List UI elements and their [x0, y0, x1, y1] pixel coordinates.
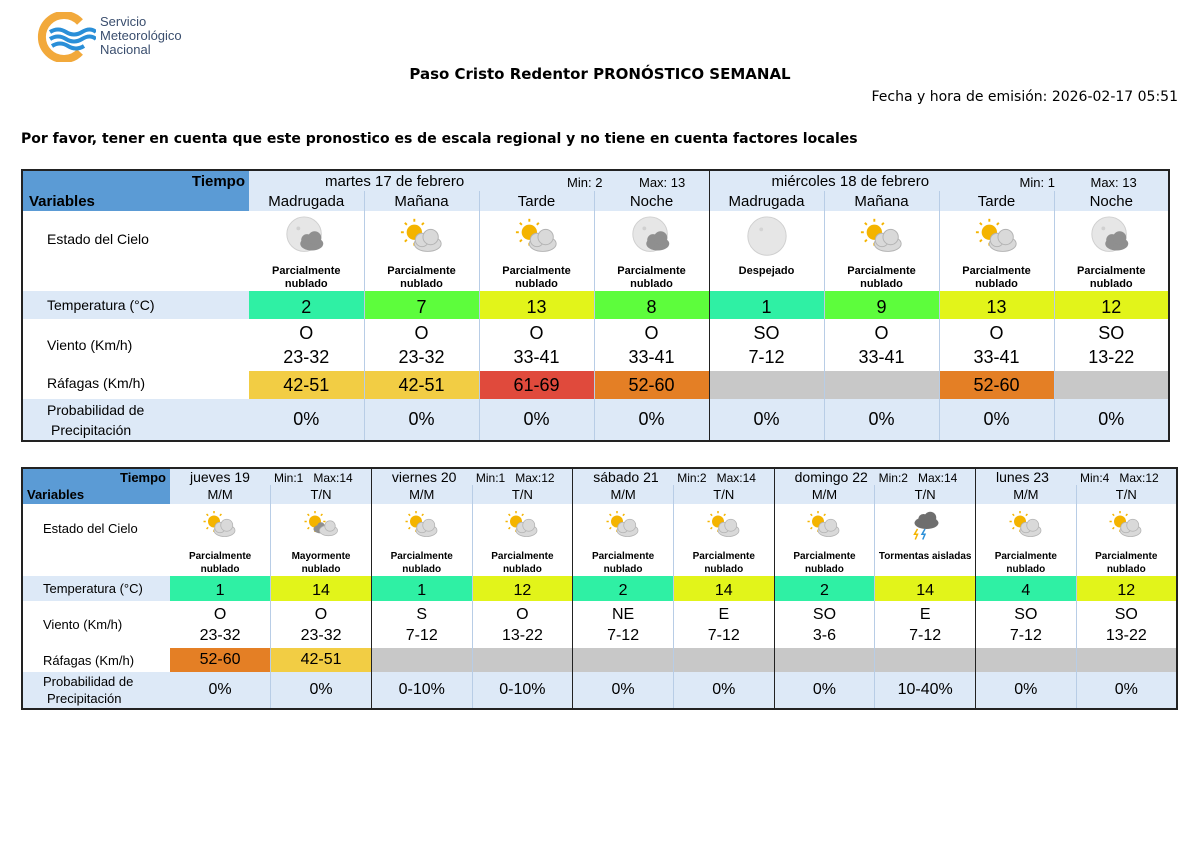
sky-cell	[594, 211, 709, 291]
gust-value	[824, 371, 939, 399]
precip-value: 0%	[573, 672, 674, 709]
temp-value: 13	[939, 291, 1054, 319]
gust-value	[1054, 371, 1169, 399]
wind-direction: O	[314, 605, 328, 623]
wind-direction: SO	[1098, 323, 1125, 343]
gust-value	[875, 648, 976, 672]
wind-cell	[472, 601, 573, 648]
sky-text	[249, 261, 364, 291]
sky-label: Estado del Cielo	[47, 231, 149, 247]
sun-cloud-icon	[473, 508, 573, 544]
wind-direction: S	[416, 605, 428, 623]
temp-value: 2	[774, 576, 875, 601]
day-name: lunes 23	[996, 469, 1049, 485]
gust-value: 42-51	[249, 371, 364, 399]
sky-text-line1: Parcialmente	[793, 551, 856, 562]
moon-icon	[710, 215, 824, 261]
sky-text	[775, 544, 875, 576]
wind-direction: O	[874, 323, 889, 343]
sun-cloud-icon	[480, 215, 594, 261]
temp-value: 13	[479, 291, 594, 319]
sky-cell	[472, 504, 573, 576]
wind-speed: 13-22	[1088, 347, 1135, 367]
gust-value: 61-69	[479, 371, 594, 399]
wind-direction: O	[299, 323, 314, 343]
sky-text-line2: nublado	[400, 278, 443, 290]
period-label: Mañana	[824, 191, 939, 211]
smn-logo	[36, 12, 216, 62]
sun-cloud-icon	[940, 215, 1054, 261]
sky-text-line2: nublado	[975, 278, 1018, 290]
temp-value: 7	[364, 291, 479, 319]
precip-value: 0%	[709, 399, 824, 441]
temp-value: 8	[594, 291, 709, 319]
sky-text-line1: Parcialmente	[591, 551, 655, 562]
precip-value: 0%	[673, 672, 774, 709]
period-label: Noche	[594, 191, 709, 211]
wind-speed: 7-12	[909, 626, 942, 644]
precip-value: 0%	[594, 399, 709, 441]
wind-speed: 7-12	[1009, 626, 1042, 644]
day-header	[774, 468, 975, 485]
precip-value: 0-10%	[472, 672, 573, 709]
day-minmax: Min:1 Max:12	[475, 471, 555, 485]
sky-text	[480, 261, 594, 291]
sun-cloud-icon	[775, 508, 875, 544]
mostly-cloudy-icon	[271, 508, 371, 544]
sky-cell	[371, 504, 472, 576]
wind-direction: SO	[1014, 605, 1038, 623]
period-label: T/N	[673, 485, 774, 504]
wind-speed: 23-32	[398, 347, 445, 367]
gust-value	[573, 648, 674, 672]
wind-direction: O	[213, 605, 227, 623]
precip-label	[22, 399, 249, 441]
sky-text-line2: nublado	[402, 564, 442, 575]
sky-text-line1: Parcialmente	[188, 551, 252, 562]
gust-value: 42-51	[364, 371, 479, 399]
precip-label-line1: Probabilidad de	[47, 401, 145, 418]
wind-direction: O	[644, 323, 659, 343]
wind-cell	[1054, 319, 1169, 371]
sky-text	[976, 544, 1076, 576]
precip-label-line2: Precipitación	[51, 421, 132, 438]
sky-cell	[170, 504, 271, 576]
day-min: Min: 1	[1019, 175, 1055, 190]
sky-text	[473, 544, 573, 576]
sky-text	[1055, 261, 1169, 291]
sky-text-line1: Parcialmente	[847, 265, 916, 277]
day-header-inner	[170, 469, 371, 485]
sky-text	[573, 544, 673, 576]
period-label: T/N	[271, 485, 372, 504]
wind-speed: 7-12	[607, 626, 640, 644]
temp-value: 12	[1076, 576, 1177, 601]
period-label: Mañana	[364, 191, 479, 211]
sky-text-line1: Parcialmente	[1077, 265, 1146, 277]
wind-direction: NE	[611, 605, 635, 623]
gust-label: Ráfagas (Km/h)	[43, 652, 135, 668]
sky-text-line1: Parcialmente	[491, 551, 554, 562]
sky-text	[825, 261, 939, 291]
temp-value: 2	[573, 576, 674, 601]
forecast-table-days-1-2	[21, 169, 1170, 442]
sky-text	[875, 544, 975, 563]
temp-value: 12	[472, 576, 573, 601]
wind-cell	[249, 319, 364, 371]
period-label: T/N	[472, 485, 573, 504]
wind-speed: 23-32	[300, 626, 342, 644]
temp-value: 14	[673, 576, 774, 601]
sky-cell	[875, 504, 976, 576]
sky-cell	[1054, 211, 1169, 291]
sky-text-line2: nublado	[301, 564, 341, 575]
period-label: M/M	[170, 485, 271, 504]
wind-cell	[774, 601, 875, 648]
day-header-inner	[775, 469, 975, 485]
wind-cell	[824, 319, 939, 371]
wind-cell	[364, 319, 479, 371]
sky-text-line1: Parcialmente	[272, 265, 341, 277]
emission-date: Fecha y hora de emisión: 2026-02-17 05:51	[871, 89, 1178, 105]
wind-direction: SO	[753, 323, 780, 343]
wind-direction: E	[718, 605, 730, 623]
day-header	[573, 468, 774, 485]
sky-text-line2: nublado	[805, 564, 844, 575]
forecast-table-days-3-7	[21, 467, 1178, 710]
moon-cloud-icon	[1055, 215, 1169, 261]
temp-value: 4	[976, 576, 1077, 601]
sky-text-line1: Parcialmente	[390, 551, 453, 562]
wind-speed: 7-12	[405, 626, 438, 644]
period-label: M/M	[976, 485, 1077, 504]
variables-label: Variables	[22, 191, 249, 211]
sky-text	[940, 261, 1054, 291]
sky-text-line1: Parcialmente	[502, 265, 571, 277]
day-name: viernes 20	[391, 469, 457, 485]
day-header	[976, 468, 1177, 485]
logo-line1: Servicio	[100, 14, 147, 29]
precip-value: 0%	[170, 672, 271, 709]
period-label: M/M	[573, 485, 674, 504]
gust-value: 52-60	[170, 648, 271, 672]
sky-text	[271, 544, 371, 576]
period-label: Tarde	[479, 191, 594, 211]
sky-cell	[939, 211, 1054, 291]
tiempo-label: Tiempo	[22, 170, 249, 191]
day-header	[709, 170, 1169, 191]
sun-cloud-icon	[365, 215, 479, 261]
sky-text-line1: Tormentas aisladas	[878, 551, 972, 562]
moon-cloud-icon	[595, 215, 709, 261]
sun-cloud-icon	[573, 508, 673, 544]
day-max: Max: 13	[1090, 175, 1137, 190]
precip-value: 0%	[271, 672, 372, 709]
logo-line3: Nacional	[100, 42, 151, 57]
day-header	[249, 170, 709, 191]
sky-text-line1: Mayormente	[291, 551, 351, 562]
wind-cell	[1076, 601, 1177, 648]
wind-cell	[709, 319, 824, 371]
gust-value	[774, 648, 875, 672]
sky-text-line2: nublado	[284, 278, 328, 290]
precip-value: 0%	[824, 399, 939, 441]
day-minmax: Min:1 Max:14	[274, 471, 353, 485]
precip-value: 10-40%	[875, 672, 976, 709]
wind-speed: 23-32	[283, 347, 330, 367]
sky-text-line1: Parcialmente	[1095, 551, 1158, 562]
temp-value: 1	[170, 576, 271, 601]
temp-value: 1	[709, 291, 824, 319]
sky-text-line2: nublado	[200, 564, 240, 575]
precip-value: 0%	[1054, 399, 1169, 441]
gust-value	[709, 371, 824, 399]
wind-cell	[479, 319, 594, 371]
sky-text	[1077, 544, 1176, 576]
sky-text-line2: nublado	[515, 278, 558, 290]
sky-cell	[824, 211, 939, 291]
precip-value: 0%	[479, 399, 594, 441]
wind-speed: 7-12	[748, 347, 785, 367]
sun-cloud-icon	[170, 508, 270, 544]
precip-value: 0%	[976, 672, 1077, 709]
wind-direction: E	[919, 605, 931, 623]
period-label: Madrugada	[249, 191, 364, 211]
wind-cell	[976, 601, 1077, 648]
wind-speed: 23-32	[199, 626, 241, 644]
day-name: sábado 21	[593, 469, 659, 485]
sky-text-line2: nublado	[502, 564, 542, 575]
wind-direction: SO	[1114, 605, 1138, 623]
wind-cell	[939, 319, 1054, 371]
day-header-inner	[573, 469, 773, 485]
sky-text-line1: Despejado	[738, 265, 795, 277]
wind-cell	[573, 601, 674, 648]
wind-label: Viento (Km/h)	[43, 617, 123, 632]
sky-cell	[479, 211, 594, 291]
day-name: domingo 22	[794, 469, 868, 485]
precip-label-line1: Probabilidad de	[43, 674, 134, 689]
sky-cell	[673, 504, 774, 576]
day-max: Max: 13	[639, 175, 686, 190]
sun-cloud-icon	[1077, 508, 1176, 544]
sun-cloud-icon	[674, 508, 774, 544]
wind-cell	[371, 601, 472, 648]
day-minmax: Min:2 Max:14	[677, 471, 756, 485]
storm-icon	[875, 508, 975, 544]
period-label: Tarde	[939, 191, 1054, 211]
day-header	[371, 468, 572, 485]
sky-text-line2: nublado	[1006, 564, 1046, 575]
temp-value: 14	[875, 576, 976, 601]
temp-label: Temperatura (°C)	[22, 291, 249, 319]
day-name: martes 17 de febrero	[325, 173, 465, 190]
sky-text-line1: Parcialmente	[617, 265, 686, 277]
gust-value	[1076, 648, 1177, 672]
wind-direction: O	[989, 323, 1004, 343]
temp-value: 1	[371, 576, 472, 601]
gust-value	[472, 648, 573, 672]
gust-value: 52-60	[939, 371, 1054, 399]
wind-speed: 3-6	[812, 626, 837, 644]
wind-direction: O	[516, 605, 529, 623]
wind-speed: 33-41	[973, 347, 1020, 367]
wind-speed: 33-41	[858, 347, 905, 367]
period-label: T/N	[1076, 485, 1177, 504]
sky-text	[170, 544, 270, 576]
sky-text	[710, 261, 824, 278]
temp-value: 9	[824, 291, 939, 319]
wind-direction: O	[414, 323, 429, 343]
sky-cell	[976, 504, 1077, 576]
sky-cell	[271, 504, 372, 576]
wind-speed: 7-12	[707, 626, 740, 644]
day-name: jueves 19	[190, 469, 250, 485]
wind-direction: O	[529, 323, 544, 343]
page-title: Paso Cristo Redentor PRONÓSTICO SEMANAL	[409, 65, 791, 83]
sky-text	[595, 261, 709, 291]
sky-cell	[774, 504, 875, 576]
temp-value: 2	[249, 291, 364, 319]
gust-value	[371, 648, 472, 672]
temp-value: 14	[271, 576, 372, 601]
logo-line2: Meteorológico	[100, 28, 182, 43]
temp-value: 12	[1054, 291, 1169, 319]
wind-cell	[170, 601, 271, 648]
wind-cell	[875, 601, 976, 648]
sun-cloud-icon	[825, 215, 939, 261]
wind-label: Viento (Km/h)	[47, 337, 133, 353]
sky-text-line2: nublado	[704, 564, 744, 575]
precip-value: 0%	[364, 399, 479, 441]
day-min: Min: 2	[567, 175, 603, 190]
sun-cloud-icon	[976, 508, 1076, 544]
sky-text-line2: nublado	[603, 564, 643, 575]
precip-value: 0%	[774, 672, 875, 709]
sky-cell	[709, 211, 824, 291]
precip-value: 0%	[1076, 672, 1177, 709]
wind-speed: 13-22	[1105, 626, 1147, 644]
sky-text	[365, 261, 479, 291]
precip-label	[22, 672, 170, 709]
period-label: Noche	[1054, 191, 1169, 211]
day-header-inner	[372, 469, 572, 485]
precip-label-line2: Precipitación	[47, 691, 122, 706]
precip-value: 0%	[249, 399, 364, 441]
sky-cell	[364, 211, 479, 291]
wind-cell	[271, 601, 372, 648]
wind-direction: SO	[812, 605, 837, 623]
period-label: Madrugada	[709, 191, 824, 211]
day-header	[170, 468, 371, 485]
smn-logo-icon	[36, 12, 96, 62]
moon-cloud-icon	[249, 215, 364, 261]
precip-value: 0-10%	[371, 672, 472, 709]
gust-value: 52-60	[594, 371, 709, 399]
sky-text-line2: nublado	[630, 278, 673, 290]
sky-text-line2: nublado	[1089, 278, 1133, 290]
day-name: miércoles 18 de febrero	[771, 173, 930, 190]
wind-speed: 13-22	[501, 626, 543, 644]
sky-label: Estado del Cielo	[43, 521, 138, 536]
sky-text-line1: Parcialmente	[692, 551, 755, 562]
precip-value: 0%	[939, 399, 1054, 441]
tiempo-label: Tiempo	[22, 468, 170, 485]
sky-text-line2: nublado	[1106, 564, 1146, 575]
disclaimer-note: Por favor, tener en cuenta que este pronostico es de escala regional y no tiene en cuenta factores locales	[21, 131, 858, 147]
sky-text-line1: Parcialmente	[962, 265, 1031, 277]
variables-label: Variables	[22, 485, 170, 504]
period-label: T/N	[875, 485, 976, 504]
sky-cell	[249, 211, 364, 291]
wind-speed: 33-41	[628, 347, 675, 367]
day-minmax: Min:4 Max:12	[1080, 471, 1159, 485]
day-minmax: Min:2 Max:14	[878, 471, 958, 485]
period-label: M/M	[774, 485, 875, 504]
period-label: M/M	[371, 485, 472, 504]
gust-value	[673, 648, 774, 672]
gust-value: 42-51	[271, 648, 372, 672]
gust-value	[976, 648, 1077, 672]
day-header-inner	[976, 469, 1176, 485]
sky-text-line1: Parcialmente	[387, 265, 456, 277]
temp-label: Temperatura (°C)	[22, 576, 170, 601]
wind-speed: 33-41	[513, 347, 560, 367]
sky-cell	[1076, 504, 1177, 576]
wind-cell	[594, 319, 709, 371]
sky-text	[674, 544, 774, 576]
sky-text-line1: Parcialmente	[994, 551, 1057, 562]
sky-text	[372, 544, 472, 576]
gust-label: Ráfagas (Km/h)	[47, 375, 146, 391]
sun-cloud-icon	[372, 508, 472, 544]
wind-cell	[673, 601, 774, 648]
sky-text-line2: nublado	[860, 278, 903, 290]
sky-cell	[573, 504, 674, 576]
